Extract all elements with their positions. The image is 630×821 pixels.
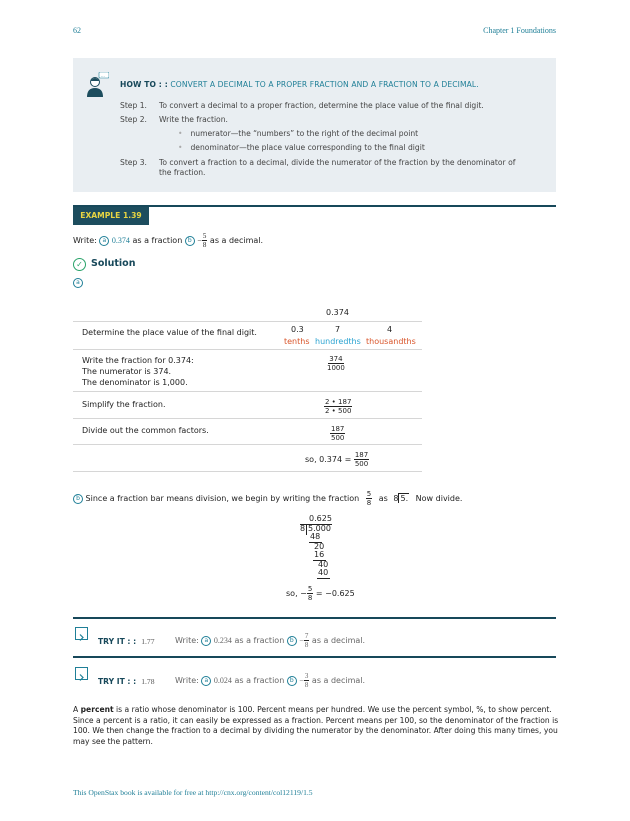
howto-title <box>120 80 479 89</box>
fraction-denominator: 8 <box>304 681 309 689</box>
try-it-label: TRY IT : : <box>98 677 137 686</box>
part-b-marker: b <box>185 236 195 246</box>
digit-tenths: 0.3 <box>291 325 304 334</box>
howto-heading: CONVERT A DECIMAL TO A PROPER FRACTION AND A FRACTION TO A DECIMAL. <box>170 80 479 89</box>
try-it-chevron-icon[interactable] <box>75 667 88 680</box>
part-b-intro <box>73 490 462 507</box>
part-b-sign: − <box>299 676 304 685</box>
so-result-a <box>305 451 369 468</box>
as-fraction-label: as a fraction <box>234 636 285 645</box>
fraction-denominator: 500 <box>354 460 369 468</box>
part-b-sign: − <box>299 636 304 645</box>
paragraph-body: is a ratio whose denominator is 100. Percent means per hundred. We use the percent symbol, %, to show percent. Since a percent is a ratio, it can easily be expressed as a fraction. Percent means per 100, so the denominator of the fraction is 100. We then change the fraction to a decimal by dividing the numerator by the denominator. After doing this many times, you may see the pattern. <box>73 705 559 746</box>
row-simplify-label: Simplify the fraction. <box>82 400 166 409</box>
digit-hundredths: 7 <box>335 325 341 334</box>
percent-paragraph <box>73 705 559 747</box>
paragraph-lead: A <box>73 705 81 714</box>
part-a-marker: a <box>201 676 211 686</box>
long-division-bracket <box>306 524 307 535</box>
long-division-step: 20 <box>314 542 325 551</box>
try-it-number: 1.78 <box>141 677 155 686</box>
try-it-title <box>98 629 155 648</box>
fraction-denominator: 2 • 500 <box>325 407 352 415</box>
fraction-numerator: 7 <box>304 632 309 640</box>
howto-box <box>73 58 556 192</box>
solution-check-icon: ✓ <box>73 258 86 271</box>
solution-part-b-marker: b <box>73 494 83 504</box>
as-fraction-label: as a fraction <box>234 676 285 685</box>
dividend: 5. <box>400 494 409 503</box>
write-label: Write: <box>73 236 97 245</box>
part-b-fraction <box>202 232 208 249</box>
student-avatar-icon <box>85 72 109 98</box>
step-1-num: Step 1. <box>120 101 147 110</box>
long-division-quotient: 0.625 <box>309 514 332 523</box>
table-divider <box>73 349 422 350</box>
fraction-numerator: 374 <box>329 355 343 363</box>
term-percent: percent <box>80 705 114 714</box>
so-result-value: = −0.625 <box>315 589 355 598</box>
fraction-numerator: 187 <box>331 425 345 433</box>
so-label: so, 0.374 = <box>305 455 352 464</box>
so-fraction <box>354 451 369 468</box>
part-b-marker: b <box>287 636 297 646</box>
write-label: Write: <box>175 676 199 685</box>
try-it-prompt <box>175 672 365 689</box>
row-divide-out-label: Divide out the common factors. <box>82 426 209 435</box>
digit-thousandths: 4 <box>387 325 393 334</box>
step-1-text: To convert a decimal to a proper fraction, determine the place value of the final digit. <box>159 101 484 110</box>
row3-fraction <box>324 398 352 415</box>
as-decimal-label: as a decimal. <box>311 636 366 645</box>
table-divider <box>73 321 422 322</box>
place-hundredths: hundredths <box>315 337 361 346</box>
row-write-fraction-line-3: The denominator is 1,000. <box>82 378 188 387</box>
try-it-number: 1.77 <box>141 637 155 646</box>
fraction-numerator: 2 • 187 <box>325 398 352 406</box>
try-it-prompt <box>175 632 365 649</box>
try-it-rule <box>73 656 556 658</box>
example-tag: EXAMPLE 1.39 <box>73 207 149 225</box>
step-2-num: Step 2. <box>120 115 147 124</box>
place-tenths: tenths <box>284 337 310 346</box>
write-label: Write: <box>175 636 199 645</box>
row-write-fraction-line-2: The numerator is 374. <box>82 367 172 376</box>
row2-fraction <box>327 355 345 372</box>
fraction-numerator: 3 <box>304 672 309 680</box>
fraction-denominator: 500 <box>331 434 345 442</box>
solution-heading: Solution <box>91 258 136 269</box>
part-a-value: 0.234 <box>213 636 232 645</box>
as-fraction-label: as a fraction <box>132 236 183 245</box>
footer-link[interactable]: This OpenStax book is available for free at http://cnx.org/content/col12119/1.5 <box>73 788 313 797</box>
so-result-b <box>286 585 355 602</box>
step-3-text-cont: the fraction. <box>159 168 206 177</box>
fraction-numerator: 5 <box>366 490 372 498</box>
part-b-fraction <box>304 672 310 689</box>
table-header-value: 0.374 <box>326 308 349 317</box>
as-decimal-label: as a decimal. <box>311 676 366 685</box>
fraction-numerator: 5 <box>307 585 313 593</box>
table-divider <box>73 471 422 472</box>
solution-part-a-marker: a <box>73 278 83 288</box>
fraction-denominator: 1000 <box>327 364 345 372</box>
try-it-rule <box>73 617 556 619</box>
svg-text:...: ... <box>101 73 105 78</box>
part-a-marker: a <box>201 636 211 646</box>
row-write-fraction-line-1: Write the fraction for 0.374: <box>82 356 194 365</box>
divisor: 8 <box>393 494 399 503</box>
long-division-dividend: 5.000 <box>308 524 331 533</box>
part-b-fraction <box>304 632 310 649</box>
long-division-step: 40 <box>318 560 329 569</box>
part-b-marker: b <box>287 676 297 686</box>
fraction-numerator: 187 <box>354 451 369 459</box>
long-division-step: 16 <box>314 550 325 559</box>
row4-fraction <box>330 425 345 442</box>
row-place-value-label: Determine the place value of the final digit. <box>82 328 257 337</box>
bullet-numerator: • numerator—the “numbers” to the right of the decimal point <box>178 129 418 138</box>
bullet-denominator: • denominator—the place value corresponding to the final digit <box>178 143 425 152</box>
try-it-label: TRY IT : : <box>98 637 137 646</box>
long-division-step: 40 <box>318 568 329 577</box>
so-fraction <box>307 585 313 602</box>
chapter-title: Chapter 1 Foundations <box>483 26 556 35</box>
long-division-rule <box>317 578 330 579</box>
division-setup <box>393 494 409 503</box>
place-thousandths: thousandths <box>366 337 416 346</box>
part-a-marker: a <box>99 236 109 246</box>
fraction-numerator: 5 <box>202 232 207 240</box>
so-label: so, − <box>286 589 307 598</box>
fraction-denominator: 8 <box>202 241 207 249</box>
part-b-intro-text: Since a fraction bar means division, we begin by writing the fraction <box>85 494 360 503</box>
part-b-fraction <box>366 490 372 507</box>
now-divide-label: Now divide. <box>415 494 463 503</box>
howto-label: HOW TO : : <box>120 80 168 89</box>
part-b-sign: − <box>197 236 202 245</box>
try-it-title <box>98 669 155 688</box>
fraction-denominator: 8 <box>366 499 372 507</box>
try-it-chevron-icon[interactable] <box>75 627 88 640</box>
long-division-step: 48 <box>310 532 321 541</box>
step-3-num: Step 3. <box>120 158 147 167</box>
table-divider <box>73 444 422 445</box>
part-a-value: 0.374 <box>111 236 130 245</box>
page-number: 62 <box>73 26 81 35</box>
part-a-value: 0.024 <box>213 676 232 685</box>
step-2-text: Write the fraction. <box>159 115 228 124</box>
example-prompt <box>73 232 263 249</box>
fraction-denominator: 8 <box>307 594 313 602</box>
table-divider <box>73 418 422 419</box>
as-decimal-label: as a decimal. <box>209 236 264 245</box>
fraction-denominator: 8 <box>304 641 309 649</box>
step-3-text: To convert a fraction to a decimal, divide the numerator of the fraction by the denominator of <box>159 158 516 167</box>
long-division-divisor: 8 <box>300 524 306 533</box>
as-label: as <box>378 494 388 503</box>
table-divider <box>73 391 422 392</box>
